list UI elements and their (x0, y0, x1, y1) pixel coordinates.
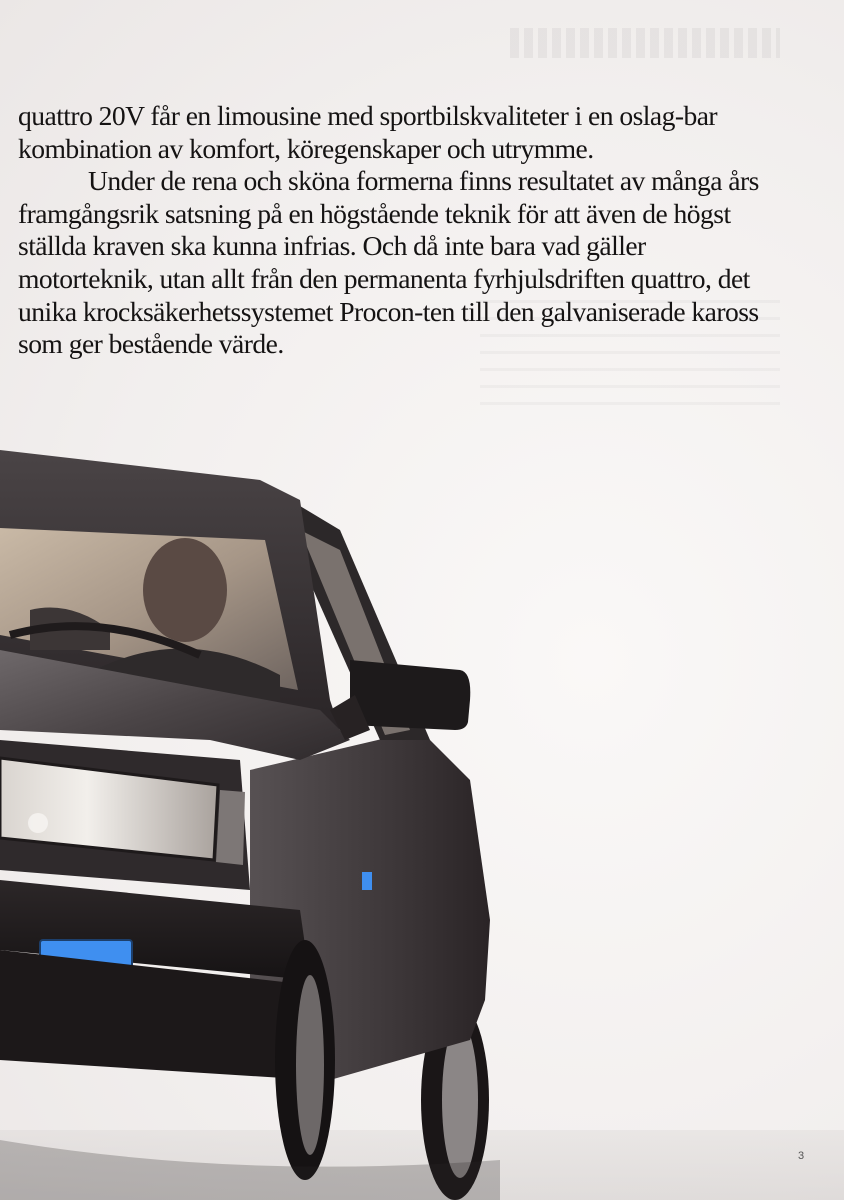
page-number: 3 (798, 1150, 805, 1162)
paragraph-intro: quattro 20V får en limousine med sportbilskvaliteter i en oslag-bar kombination av komfort, köregenskaper och utrymme. (18, 100, 718, 164)
car-photo (0, 440, 844, 1200)
corner-lamp (216, 790, 245, 865)
headlight-bulb (28, 813, 48, 833)
front-rim (296, 975, 324, 1155)
paragraph-technology: Under de rena och sköna formerna finns resultatet av många års framgångsrik satsning på en högstående teknik för att även de högst ställda kraven ska kunna infrias. Och då inte bara vad gäller motorteknik, utan allt från den permanenta fyrhjulsdriften quattro, det unika krocksäkerhetssystemet Procon-ten till den galvaniserade kaross som ger bestående värde. (18, 165, 759, 360)
side-marker-light (362, 872, 372, 890)
ghost-heading (510, 28, 780, 58)
driver-head (143, 538, 227, 642)
side-mirror (350, 660, 470, 730)
body-text (18, 100, 778, 361)
